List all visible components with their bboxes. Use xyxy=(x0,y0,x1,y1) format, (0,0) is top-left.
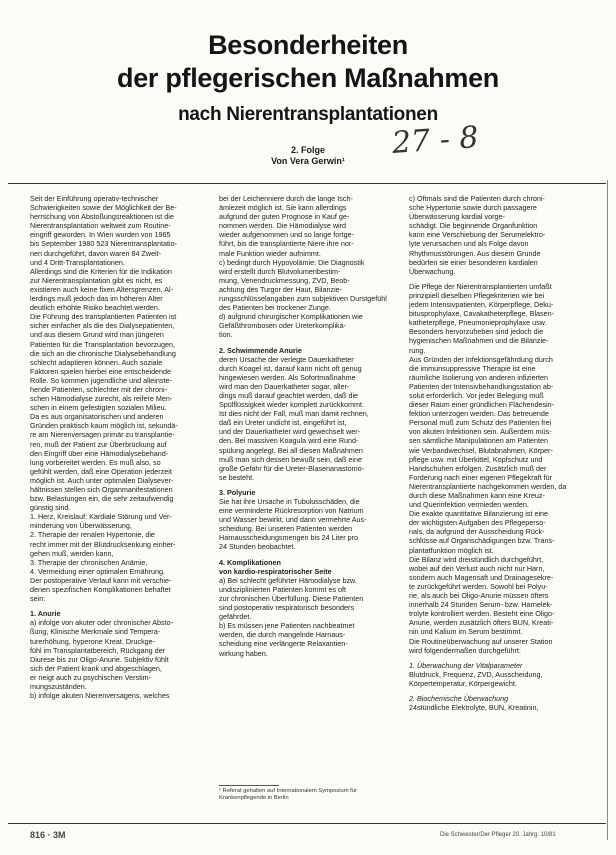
text-line: 1. Überwachung der Vitalparameter xyxy=(409,660,523,670)
part-number: 2. Folge xyxy=(290,145,325,155)
text-line: scheidung. Bei unseren Patienten werden xyxy=(219,524,353,534)
text-line: 4. Vermeidung einer optimalen Ernährung. xyxy=(30,566,166,576)
text-line: Patienten der Intensivbehandlungsstation ab- xyxy=(409,381,554,391)
author-name: Von Vera Gerwin¹ xyxy=(271,156,345,166)
text-line: zur chronischen Überfüllung. Diese Patienten xyxy=(219,593,364,603)
text-line: undisziplinierten Patienten kommt es oft xyxy=(219,584,347,594)
text-line: nin und Kalium im Serum bestimmt. xyxy=(409,627,523,637)
text-line: Die Routineüberwachung auf unserer Station xyxy=(409,636,553,646)
text-line: muß man sich dessen bewußt sein, daß eine xyxy=(219,454,363,464)
text-line: Die Bilanz wird dreistündlich durchgeführt, xyxy=(409,554,544,564)
text-line: von kardio-respiratorischer Seite xyxy=(219,566,332,576)
text-line: solut erforderlich. Vor jeder Belegung muß xyxy=(409,390,544,400)
text-line: eingriff geworden. In Wien wurden von 1965 xyxy=(30,230,171,240)
text-line: 2. Biochemische Überwachung xyxy=(409,693,509,703)
text-line: lerdings muß jedoch das im höheren Alter xyxy=(30,294,163,304)
text-line: und 4 Dritt-Transplantationen. xyxy=(30,257,125,267)
text-column-3 xyxy=(409,194,589,820)
text-line: Besonders hervorzuheben sind jedoch die xyxy=(409,327,544,337)
text-line: kann eine Verschiebung der Serumelektro- xyxy=(409,230,546,240)
text-line: schlecht adaptieren können. Auch soziale xyxy=(30,357,163,367)
article-title-line2: der pflegerischen Maßnahmen xyxy=(117,63,499,93)
text-line: b) infolge akuten Nierenversagens, welches xyxy=(30,691,170,701)
text-line: innerhalb 24 Stunden Serum- bzw. Harnelek- xyxy=(409,600,553,610)
text-line: mung, Venendruckmessung, ZVD, Beob- xyxy=(219,275,350,285)
text-line: wirkung haben. xyxy=(219,648,268,658)
text-line: gefühlt werden, daß eine Operation jederzeit xyxy=(30,466,172,476)
text-line: 1. Herz, Kreislauf: Kardiale Störung und Ver- xyxy=(30,512,172,522)
article-subtitle: nach Nierentransplantationen xyxy=(178,104,438,125)
text-line: Patienten für die Transplantation bevorzugen, xyxy=(30,339,176,349)
text-line: nals, da aufgrund der Ausscheidung Rück- xyxy=(409,527,545,537)
text-line: Blutdruck, Frequenz, ZVD, Ausscheidung, xyxy=(409,669,543,679)
text-line: tion. xyxy=(219,330,233,340)
text-line: Nierentransplantierte nachgekommen werden, da xyxy=(409,481,567,491)
text-line: der wichtigsten Aufgaben des Pflegeperso- xyxy=(409,518,546,528)
text-line: 4. Komplikationen xyxy=(219,557,281,567)
text-column-1 xyxy=(30,194,206,820)
text-line: Die Führung des transplantierten Patienten ist xyxy=(30,312,177,322)
text-line: er neigt auch zu psychischen Verstim- xyxy=(30,672,152,682)
text-line: herrschung von Abstoßungsreaktionen ist die xyxy=(30,212,174,222)
footnote: ¹ Referat gehalten auf Internationalem Symposium für Krankenpflegende in Berlin xyxy=(219,788,357,801)
text-line: gehen muß, werden kann, xyxy=(30,548,114,558)
text-line: a) infolge von akuter oder chronischer Absto- xyxy=(30,618,174,628)
text-line: denen spezifischen Komplikationen behaftet xyxy=(30,585,171,595)
text-line: und Querinfektion vermieden werden. xyxy=(409,500,529,510)
text-line: pflege usw. mit Überkittel, Kopfschutz und xyxy=(409,454,543,464)
text-line: Seit der Einführung operativ-technischer xyxy=(30,194,159,203)
text-line: plantatfunktion möglich ist. xyxy=(409,545,494,555)
text-line: den. Bei massiven Koagula wird eine Rund- xyxy=(219,436,359,446)
text-line: hygienischen Maßnahmen und die Bilanzie- xyxy=(409,336,549,346)
text-line: minderung von Überwässerung, xyxy=(30,521,132,531)
text-line: sicher einfacher als die des Dialysepatienten, xyxy=(30,321,175,331)
text-line: 1. Anurie xyxy=(30,609,61,619)
text-line: räumliche Isolierung von anderen infizierten xyxy=(409,372,549,382)
text-line: schlüsse auf Organschädigungen bzw. Trans- xyxy=(409,536,555,546)
text-line: die sich an die chronische Dialysebehandlung xyxy=(30,348,176,358)
text-line: und aus diesem Grund wird man jüngeren xyxy=(30,330,164,340)
page-edge-line xyxy=(607,180,608,840)
text-line: wobei auf den Verlust auch nicht nur Harn, xyxy=(409,563,545,573)
text-line: bei der Leichenniere durch die lange Isch- xyxy=(219,194,353,203)
text-line: nen durchgeführt, davon waren 84 Zweit- xyxy=(30,248,162,258)
text-line: dings muß darauf geachtet werden, daß die xyxy=(219,390,359,400)
text-line: gefährdet. xyxy=(219,612,252,622)
text-line: se besteht. xyxy=(219,472,255,482)
text-line: Da es aus organisatorischen und anderen xyxy=(30,412,164,422)
text-line: Aus Gründen der Infektionsgefährdung durch xyxy=(409,354,553,364)
text-line: ren, muß der Patient zur Überbrückung auf xyxy=(30,439,167,449)
text-line: hende Patienten, schlechter mit der chroni- xyxy=(30,384,168,394)
text-line: hingewiesen werden. Als Sofortmaßnahme xyxy=(219,372,356,382)
text-line: fühl im Transplantatbereich, Rückgang der xyxy=(30,645,166,655)
text-line: deutlich erhöhte Risiko beachtet werden. xyxy=(30,303,160,313)
byline xyxy=(0,145,616,167)
text-line: 24stündliche Elektrolyte, BUN, Kreatinin, xyxy=(409,703,539,713)
text-line: möglich ist. Auch unter optimalen Dialysever- xyxy=(30,475,174,485)
text-line: Körpertemperatur, Körpergewicht. xyxy=(409,678,517,688)
text-line: 3. Polyurie xyxy=(219,487,256,497)
text-line: Der postoperative Verlauf kann mit verschie- xyxy=(30,575,172,585)
text-line: b) Es müssen jene Patienten nachbeatmet xyxy=(219,621,355,631)
header-divider xyxy=(8,183,606,184)
text-line: Rolle. So kommen jugendliche und alleinste- xyxy=(30,375,172,385)
text-line: schen Hämodialyse zurecht, als reifere Men- xyxy=(30,394,173,404)
text-line: lyte verursachen und als Folge davon xyxy=(409,239,529,249)
text-line: Nierentransplantation weltweit zum Routine- xyxy=(30,221,171,231)
text-line: recht immer mit der Blutdrucksenkung einher- xyxy=(30,539,176,549)
text-line: rie, als auch bei Oligo-Anurie müssen öfters xyxy=(409,591,549,601)
text-line: Schwierigkeiten sowie der Möglichkeit der Be- xyxy=(30,203,177,213)
text-line: wird erstellt durch Blutvolumenbestim- xyxy=(219,266,341,276)
text-line: Allerdings sind die Kriterien für die Indikation xyxy=(30,266,172,276)
text-line: bis September 1980 523 Nierentransplantatio- xyxy=(30,239,178,249)
text-line: 2. Schwimmende Anurie xyxy=(219,345,302,355)
text-line: te zurückgeführt werden. Sowohl bei Polyu- xyxy=(409,581,548,591)
text-line: c) bedingt durch Hypovolämie: Die Diagnostik xyxy=(219,257,365,267)
text-line: schädigt. Die beginnende Organfunktion xyxy=(409,221,538,231)
text-line: Gründen praktisch kaum möglich ist, sekundä- xyxy=(30,421,178,431)
text-line: mungszuständen. xyxy=(30,681,87,691)
text-line: Die Pflege der Nierentransplantierten umfaßt xyxy=(409,281,552,291)
text-line: Diurese bis zur Oligo-Anurie. Subjektiv fühlt xyxy=(30,654,169,664)
text-line: rung. xyxy=(409,345,426,355)
text-line: schen in einem gefestigten sozialen Milieu. xyxy=(30,403,167,413)
text-line: die immunsuppressive Therapie ist eine xyxy=(409,363,536,373)
text-line: Überwässerung kardial vorge- xyxy=(409,212,505,222)
text-line: jedem Intensivpatienten, Körperpflege, Deku- xyxy=(409,300,554,310)
text-line: wie Verbandwechsel, Blutabnahmen, Körper- xyxy=(409,445,553,455)
text-line: eine verminderte Rückresorption von Natrium xyxy=(219,506,364,516)
text-line: Harnausscheidungsmengen bis 24 Liter pro xyxy=(219,533,359,543)
text-line: führt, bis die transplantierte Niere ihre nor- xyxy=(219,239,354,249)
page-number-mark: 816 · 3M xyxy=(30,830,66,840)
text-line: spülung angelegt. Bei all diesen Maßnahmen xyxy=(219,445,363,455)
text-line: sen sämtliche Manipulationen am Patienten xyxy=(409,436,549,446)
text-line: Überwachung. xyxy=(409,266,456,276)
text-line: große Gefahr für die Ureter-Blasenanastomo- xyxy=(219,463,365,473)
text-line: existieren auch keine fixen Altersgrenzen. Al- xyxy=(30,284,174,294)
text-line: Personal muß zum Schutz des Patienten frei xyxy=(409,418,552,428)
text-line: nommen werden. Die Hämodialyse wird xyxy=(219,221,347,231)
text-line: scheidung eine verlängerte Relaxantien- xyxy=(219,639,348,649)
text-line: von akuten Infektionen sein. Außerdem müs- xyxy=(409,427,552,437)
text-line: Gefäßthrombosen oder Ureterkomplika- xyxy=(219,321,347,331)
text-line: Rhythmusstörungen. Aus diesem Grunde xyxy=(409,248,541,258)
text-line: Spülflüssigkeit wieder komplett zurückkommt. xyxy=(219,400,364,410)
text-line: und Wasser bewirkt, und dann vermehrte Aus- xyxy=(219,515,367,525)
text-line: 3. Therapie der chronischen Anämie, xyxy=(30,557,148,567)
text-line: a) Bei schlecht geführter Hämodialyse bzw. xyxy=(219,575,357,585)
text-line: Sie hat ihre Ursache in Tubulusschäden, die xyxy=(219,497,360,506)
footer-divider xyxy=(8,823,606,824)
text-line: 24 Stunden beobachtet. xyxy=(219,542,296,552)
text-line: prinzipiell dieselben Pflegekriterien wie bei xyxy=(409,290,545,300)
text-line: wird folgendermaßen durchgeführt: xyxy=(409,645,521,655)
text-line: deren Ursache der verlegte Dauerkatheter xyxy=(219,354,354,364)
text-line: sein: xyxy=(30,594,46,604)
text-line: c) Oftmals sind die Patienten durch chroni- xyxy=(409,194,545,203)
text-line: wieder aufgenommen und so lange fortge- xyxy=(219,230,355,240)
text-line: dieser Raum einer gründlichen Flächendesin- xyxy=(409,400,555,410)
text-line: durch diese Maßnahmen kann eine Kreuz- xyxy=(409,491,545,500)
text-line: d) aufgrund chirurgischer Komplikationen wie xyxy=(219,312,363,322)
text-line: bzw. Belastungen ein, die sehr zeitaufwendig xyxy=(30,494,174,504)
text-line: male Funktion wieder aufnimmt. xyxy=(219,248,321,258)
text-line: Anurie, werden zusätzlich öfters BUN, Kreati- xyxy=(409,618,554,628)
text-line: Faktoren spielen hierbei eine entscheidende xyxy=(30,366,172,376)
text-line: fektion unterzogen werden. Das betreuende xyxy=(409,409,549,419)
text-line: daß ein Ureter undicht ist, eingeführt ist, xyxy=(219,418,347,428)
text-line: rungsschlüsselangaben zum subjektiven Durstgefühl xyxy=(219,294,387,304)
text-line: aufgrund der guten Prognose in Kauf ge- xyxy=(219,212,350,222)
text-line: Forderung nach einer eigenen Pflegekraft für xyxy=(409,472,553,482)
text-line: trolyte kontrolliert werden. Besteht eine Oligo- xyxy=(409,609,555,619)
text-line: 2. Therapie der renalen Hypertonie, die xyxy=(30,530,155,540)
text-line: re am Nierenversagen primär zu transplantie- xyxy=(30,430,175,440)
footnote-divider xyxy=(219,785,279,786)
text-line: lung vorbereitet werden. Es muß also, so xyxy=(30,457,161,467)
article-title-line1: Besonderheiten xyxy=(208,30,408,60)
text-column-2 xyxy=(219,194,394,782)
text-line: sind postoperativ respiratorisch besonders xyxy=(219,603,355,613)
text-line: turerhöhung, hyperone Kreat. Druckge- xyxy=(30,636,156,646)
text-line: Handschuhen erfolgen. Zusätzlich muß der xyxy=(409,463,547,473)
text-line: Die exakte quantitative Bilanzierung ist eine xyxy=(409,509,549,519)
text-line: und der Dauerkatheter wird gewechselt wer- xyxy=(219,427,361,437)
text-line: werden, die durch mangelnde Harnaus- xyxy=(219,630,346,640)
text-line: achtung des Turgor der Haut, Bilanzie- xyxy=(219,284,343,294)
text-line: sche Hypertonie sowie durch passagere xyxy=(409,203,537,213)
text-line: katheterpflege, Pneumonieprophylaxe usw. xyxy=(409,318,547,328)
text-line: zur Nierentransplantation gibt es nicht, es xyxy=(30,275,163,285)
text-line: bedürfen sie einer besonderen kardialen xyxy=(409,257,538,267)
text-line: durch Koagel ist, darauf kann nicht oft genug xyxy=(219,363,362,373)
text-line: wird man den Dauerkatheter sogar, aller- xyxy=(219,381,350,391)
text-line: den Eingriff über eine Hämodialysebehand- xyxy=(30,448,169,458)
text-line: des Patienten bei trockener Zunge. xyxy=(219,303,331,313)
journal-reference: Die Schwester/Der Pfleger 20. Jahrg. 10/81 xyxy=(440,832,556,838)
text-line: ßung, Klinische Merkmale sind Tempera- xyxy=(30,627,161,637)
text-line: ämiezeit möglich ist. Sie kann allerdings xyxy=(219,203,347,213)
handwritten-note: 27 - 8 xyxy=(390,120,480,161)
text-line: hältnissen stellen sich Organmanifestationen xyxy=(30,485,173,494)
text-line: Ist dies nicht der Fall, muß man damit rechnen, xyxy=(219,409,369,419)
text-line: günstig sind. xyxy=(30,503,71,513)
text-line: sich der Patient krank und abgeschlagen, xyxy=(30,663,162,673)
text-line: sondern auch Magensaft und Drainagesekre- xyxy=(409,572,554,582)
text-line: bitusprophylaxe, Cavakatheterpflege, Blasen- xyxy=(409,309,555,319)
